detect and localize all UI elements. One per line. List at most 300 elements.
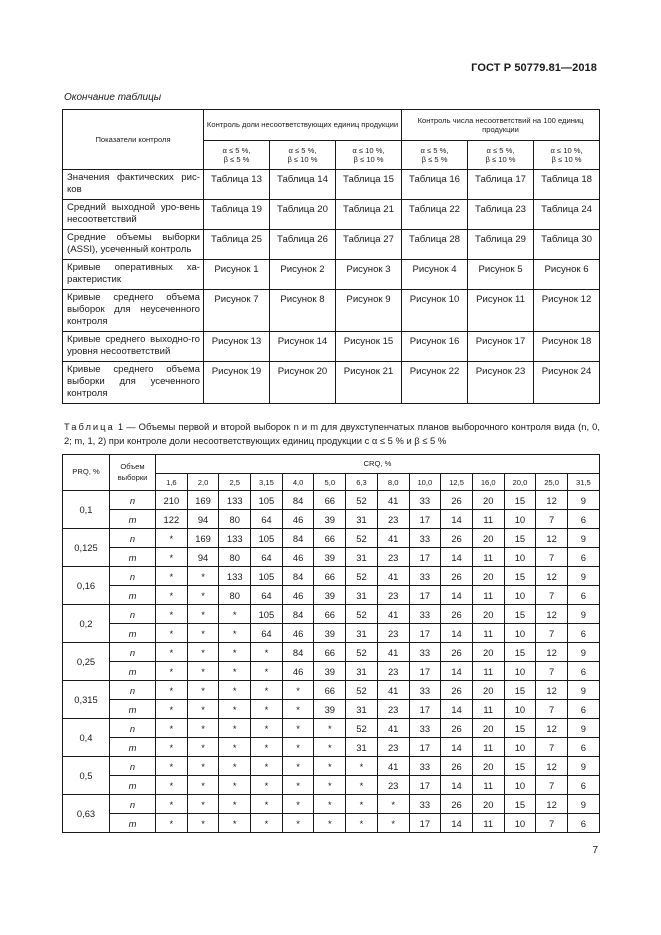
sample-label: m — [110, 624, 156, 643]
sample-size-cell: 31 — [346, 738, 378, 757]
sample-size-cell: 41 — [377, 605, 409, 624]
sample-size-cell: 66 — [314, 491, 346, 510]
sample-size-cell: 10 — [504, 510, 536, 529]
sample-size-cell: 105 — [251, 529, 283, 548]
condition-header — [534, 141, 600, 170]
sample-size-cell: * — [251, 757, 283, 776]
sample-size-cell: 23 — [377, 510, 409, 529]
sample-size-cell: 7 — [536, 662, 568, 681]
sample-size-cell: * — [251, 738, 283, 757]
sample-label: m — [110, 548, 156, 567]
sample-size-cell: 15 — [504, 567, 536, 586]
prq-value: 0,315 — [63, 681, 110, 719]
reference-cell: Таблица 30 — [534, 229, 600, 259]
sample-size-cell: 12 — [536, 719, 568, 738]
sample-label: n — [110, 795, 156, 814]
indicator-label: Значения фактических рис-ков — [63, 170, 204, 200]
table-row — [63, 795, 600, 814]
prq-value: 0,63 — [63, 795, 110, 833]
sample-size-cell: 66 — [314, 643, 346, 662]
reference-cell: Таблица 27 — [336, 229, 402, 259]
sample-size-cell: 33 — [409, 605, 441, 624]
sample-size-cell: 20 — [472, 567, 504, 586]
sample-size-cell: * — [219, 738, 251, 757]
sample-size-cell: * — [187, 662, 219, 681]
prq-value: 0,1 — [63, 491, 110, 529]
sample-size-cell: * — [219, 776, 251, 795]
condition-beta: β ≤ 10 % — [551, 155, 582, 164]
sample-size-cell: 84 — [282, 491, 314, 510]
group-header-nonconformities: Контроль числа несоответствий на 100 единиц продукции — [402, 110, 600, 141]
group-header-defectives: Контроль доли несоответствующих единиц продукции — [204, 110, 402, 141]
sample-size-cell: 7 — [536, 738, 568, 757]
table-row — [63, 700, 600, 719]
sample-size-cell: * — [156, 681, 188, 700]
sample-size-cell: 11 — [472, 548, 504, 567]
sample-size-cell: 41 — [377, 491, 409, 510]
sample-size-cell: 17 — [409, 548, 441, 567]
sample-size-cell: 41 — [377, 567, 409, 586]
sample-size-cell: 15 — [504, 757, 536, 776]
sample-size-cell: 9 — [567, 491, 599, 510]
sample-size-cell: 31 — [346, 510, 378, 529]
sample-size-cell: * — [187, 757, 219, 776]
sample-size-cell: 17 — [409, 662, 441, 681]
sample-size-cell: * — [156, 757, 188, 776]
sample-size-cell: * — [251, 814, 283, 833]
sample-size-cell: 15 — [504, 643, 536, 662]
indicator-label: Кривые среднего объема выборок для неусеченного контроля — [63, 289, 204, 331]
table-caption — [64, 420, 600, 447]
sample-size-cell: 10 — [504, 624, 536, 643]
sample-size-cell: 10 — [504, 700, 536, 719]
sample-size-cell: 31 — [346, 662, 378, 681]
reference-cell: Таблица 23 — [468, 199, 534, 229]
sample-size-cell: 105 — [251, 567, 283, 586]
reference-cell: Рисунок 15 — [336, 331, 402, 361]
sample-size-cell: 84 — [282, 567, 314, 586]
sample-size-cell: 20 — [472, 643, 504, 662]
crq-value: 10,0 — [409, 474, 441, 491]
sample-size-cell: 11 — [472, 776, 504, 795]
sample-size-cell: * — [187, 700, 219, 719]
table-row — [63, 170, 600, 200]
sample-size-cell: 7 — [536, 776, 568, 795]
sample-size-cell: 33 — [409, 567, 441, 586]
sample-size-cell: 6 — [567, 814, 599, 833]
sample-size-cell: 9 — [567, 681, 599, 700]
crq-value: 1,6 — [156, 474, 188, 491]
crq-value: 12,5 — [441, 474, 473, 491]
sample-size-cell: 39 — [314, 662, 346, 681]
sample-size-cell: * — [156, 719, 188, 738]
sample-size-cell: 10 — [504, 814, 536, 833]
table-row — [63, 681, 600, 700]
sample-size-cell: * — [219, 795, 251, 814]
sample-size-cell: * — [187, 738, 219, 757]
sample-size-cell: 11 — [472, 738, 504, 757]
sample-size-cell: * — [282, 814, 314, 833]
sample-size-cell: 14 — [441, 776, 473, 795]
table-row — [63, 776, 600, 795]
reference-cell: Рисунок 12 — [534, 289, 600, 331]
sample-size-cell: * — [346, 776, 378, 795]
reference-cell: Рисунок 3 — [336, 259, 402, 289]
sample-size-cell: 33 — [409, 491, 441, 510]
sample-size-cell: 14 — [441, 624, 473, 643]
sample-size-cell: 14 — [441, 662, 473, 681]
sample-size-cell: * — [219, 605, 251, 624]
sample-size-cell: 94 — [187, 548, 219, 567]
sample-size-cell: * — [219, 624, 251, 643]
table-row — [63, 229, 600, 259]
sample-size-cell: 7 — [536, 586, 568, 605]
sample-size-cell: 17 — [409, 776, 441, 795]
sample-size-cell: 31 — [346, 700, 378, 719]
table-row — [63, 567, 600, 586]
sample-size-cell: 14 — [441, 738, 473, 757]
prq-value: 0,2 — [63, 605, 110, 643]
sample-size-cell: 9 — [567, 605, 599, 624]
sample-size-cell: * — [282, 681, 314, 700]
sample-size-cell: 26 — [441, 795, 473, 814]
sample-size-cell: * — [219, 757, 251, 776]
sample-size-cell: * — [346, 757, 378, 776]
sample-size-cell: 7 — [536, 814, 568, 833]
sample-size-cell: * — [219, 643, 251, 662]
table-row — [63, 548, 600, 567]
table-row — [63, 757, 600, 776]
sample-size-cell: * — [346, 814, 378, 833]
sample-size-cell: 6 — [567, 700, 599, 719]
reference-cell: Таблица 18 — [534, 170, 600, 200]
reference-cell: Рисунок 21 — [336, 361, 402, 403]
sample-size-cell: * — [219, 719, 251, 738]
sample-size-cell: 23 — [377, 548, 409, 567]
sample-size-cell: 64 — [251, 624, 283, 643]
sample-size-cell: * — [314, 719, 346, 738]
sample-size-cell: * — [314, 757, 346, 776]
sample-size-cell: * — [156, 700, 188, 719]
sample-size-cell: * — [314, 738, 346, 757]
reference-cell: Таблица 22 — [402, 199, 468, 229]
sample-label: m — [110, 814, 156, 833]
sample-size-cell: 105 — [251, 605, 283, 624]
table-row — [63, 586, 600, 605]
table-row — [63, 529, 600, 548]
reference-cell: Рисунок 13 — [204, 331, 270, 361]
sample-size-cell: * — [251, 795, 283, 814]
sample-size-cell: 6 — [567, 586, 599, 605]
sample-size-cell: 39 — [314, 510, 346, 529]
sample-size-cell: * — [187, 605, 219, 624]
sample-label: m — [110, 510, 156, 529]
condition-alpha: α ≤ 5 %, — [222, 145, 251, 155]
indicator-label: Средние объемы выборки (ASSI), усеченный контроль — [63, 229, 204, 259]
sample-size-cell: 46 — [282, 586, 314, 605]
reference-cell: Рисунок 5 — [468, 259, 534, 289]
sample-label: n — [110, 719, 156, 738]
sample-size-cell: 10 — [504, 586, 536, 605]
sample-size-cell: * — [187, 624, 219, 643]
sample-size-cell: * — [187, 795, 219, 814]
reference-cell: Рисунок 14 — [270, 331, 336, 361]
crq-value: 5,0 — [314, 474, 346, 491]
reference-cell: Таблица 17 — [468, 170, 534, 200]
sample-size-cell: * — [377, 814, 409, 833]
reference-cell: Рисунок 2 — [270, 259, 336, 289]
sample-size-cell: 11 — [472, 700, 504, 719]
table-row — [63, 662, 600, 681]
sample-size-cell: 6 — [567, 776, 599, 795]
sample-size-cell: 26 — [441, 757, 473, 776]
condition-header — [336, 141, 402, 170]
sample-size-cell: 12 — [536, 757, 568, 776]
sample-size-cell: 41 — [377, 681, 409, 700]
sample-size-cell: 84 — [282, 605, 314, 624]
caption-prefix: Таблица — [64, 421, 115, 432]
reference-cell: Таблица 21 — [336, 199, 402, 229]
sample-size-cell: * — [282, 738, 314, 757]
reference-cell: Рисунок 4 — [402, 259, 468, 289]
reference-table — [62, 109, 600, 404]
sample-size-cell: 7 — [536, 624, 568, 643]
condition-beta: β ≤ 5 % — [421, 155, 448, 164]
sample-size-cell: * — [251, 681, 283, 700]
sample-size-cell: 26 — [441, 491, 473, 510]
sample-size-cell: 39 — [314, 548, 346, 567]
sample-size-cell: 41 — [377, 529, 409, 548]
sample-size-cell: * — [219, 700, 251, 719]
sample-size-cell: * — [346, 795, 378, 814]
reference-cell: Рисунок 11 — [468, 289, 534, 331]
reference-cell: Таблица 24 — [534, 199, 600, 229]
sample-size-cell: * — [377, 795, 409, 814]
crq-value: 25,0 — [536, 474, 568, 491]
sample-size-cell: 14 — [441, 510, 473, 529]
sample-size-cell: 11 — [472, 586, 504, 605]
condition-alpha: α ≤ 5 %, — [486, 145, 515, 155]
sample-size-cell: 12 — [536, 795, 568, 814]
condition-beta: β ≤ 10 % — [485, 155, 516, 164]
sample-size-cell: * — [314, 795, 346, 814]
sample-size-cell: 46 — [282, 548, 314, 567]
sample-size-cell: 15 — [504, 681, 536, 700]
sample-size-cell: 52 — [346, 567, 378, 586]
indicator-label: Кривые среднего объема выборки для усеченного контроля — [63, 361, 204, 403]
sample-size-cell: * — [187, 814, 219, 833]
sample-size-cell: 52 — [346, 719, 378, 738]
prq-value: 0,25 — [63, 643, 110, 681]
sample-size-cell: * — [156, 776, 188, 795]
sample-size-cell: 52 — [346, 491, 378, 510]
caption-text: 1 — Объемы первой и второй выборок n и m для двухступенчатых планов выборочного контроля вида (n, 0, 2; m, 1, 2) при контроле доли несоответствующих единиц продукции с α ≤ 5 % и β ≤ 5 % — [64, 421, 600, 446]
sample-size-cell: 9 — [567, 567, 599, 586]
table-row — [63, 289, 600, 331]
sample-size-cell: 23 — [377, 624, 409, 643]
sample-size-cell: 15 — [504, 795, 536, 814]
condition-header — [204, 141, 270, 170]
sample-size-cell: 12 — [536, 529, 568, 548]
sample-size-cell: 12 — [536, 491, 568, 510]
sample-size-cell: 6 — [567, 624, 599, 643]
sample-size-cell: 133 — [219, 529, 251, 548]
sample-size-cell: 26 — [441, 643, 473, 662]
condition-beta: β ≤ 5 % — [223, 155, 250, 164]
sample-size-table — [62, 454, 600, 833]
sample-size-cell: 23 — [377, 738, 409, 757]
reference-cell: Рисунок 19 — [204, 361, 270, 403]
sample-size-cell: 133 — [219, 491, 251, 510]
sample-size-cell: 169 — [187, 491, 219, 510]
sample-size-cell: * — [187, 776, 219, 795]
sample-size-cell: 12 — [536, 605, 568, 624]
sample-size-cell: 41 — [377, 719, 409, 738]
sample-size-cell: 26 — [441, 605, 473, 624]
sample-size-cell: 66 — [314, 681, 346, 700]
sample-size-cell: * — [282, 795, 314, 814]
prq-value: 0,5 — [63, 757, 110, 795]
sample-size-cell: 31 — [346, 624, 378, 643]
sample-size-cell: 11 — [472, 624, 504, 643]
table-row — [63, 719, 600, 738]
reference-cell: Таблица 15 — [336, 170, 402, 200]
sample-size-cell: 105 — [251, 491, 283, 510]
indicator-header: Показатели контроля — [63, 110, 204, 170]
sample-size-cell: 66 — [314, 605, 346, 624]
sample-size-cell: 20 — [472, 719, 504, 738]
condition-alpha: α ≤ 10 %, — [550, 145, 583, 155]
sample-label: m — [110, 700, 156, 719]
sample-size-cell: 20 — [472, 795, 504, 814]
sample-size-cell: 14 — [441, 814, 473, 833]
sample-size-cell: 10 — [504, 776, 536, 795]
reference-cell: Таблица 16 — [402, 170, 468, 200]
table-row — [63, 331, 600, 361]
sample-size-cell: 6 — [567, 738, 599, 757]
sample-size-cell: * — [156, 738, 188, 757]
sample-size-cell: 23 — [377, 776, 409, 795]
sample-size-cell: 46 — [282, 662, 314, 681]
table-row — [63, 624, 600, 643]
sample-size-cell: 31 — [346, 586, 378, 605]
sample-size-cell: 9 — [567, 643, 599, 662]
sample-size-cell: 12 — [536, 567, 568, 586]
sample-size-cell: 23 — [377, 662, 409, 681]
crq-value: 2,5 — [219, 474, 251, 491]
sample-label: m — [110, 738, 156, 757]
sample-size-cell: 26 — [441, 529, 473, 548]
sample-size-cell: * — [251, 700, 283, 719]
reference-cell: Таблица 26 — [270, 229, 336, 259]
prq-header: PRQ, % — [63, 455, 110, 491]
sample-size-cell: 14 — [441, 548, 473, 567]
sample-size-cell: 6 — [567, 662, 599, 681]
sample-size-cell: * — [219, 662, 251, 681]
condition-alpha: α ≤ 5 %, — [420, 145, 449, 155]
sample-size-cell: * — [219, 814, 251, 833]
reference-cell: Рисунок 7 — [204, 289, 270, 331]
sample-size-cell: 80 — [219, 510, 251, 529]
sample-size-cell: * — [251, 719, 283, 738]
sample-size-cell: 26 — [441, 567, 473, 586]
sample-size-cell: * — [187, 567, 219, 586]
sample-size-cell: 15 — [504, 491, 536, 510]
table-row — [63, 738, 600, 757]
indicator-label: Средний выходной уро-вень несоответствий — [63, 199, 204, 229]
sample-size-cell: * — [156, 624, 188, 643]
sample-size-cell: 39 — [314, 700, 346, 719]
sample-label: n — [110, 681, 156, 700]
sample-size-cell: 23 — [377, 700, 409, 719]
sample-size-cell: 20 — [472, 529, 504, 548]
reference-cell: Таблица 25 — [204, 229, 270, 259]
sample-size-cell: * — [251, 662, 283, 681]
table-row — [63, 259, 600, 289]
sample-size-cell: 133 — [219, 567, 251, 586]
crq-value: 2,0 — [187, 474, 219, 491]
sample-size-cell: * — [251, 776, 283, 795]
sample-size-cell: 9 — [567, 757, 599, 776]
sample-size-cell: 26 — [441, 681, 473, 700]
sample-size-cell: 17 — [409, 738, 441, 757]
sample-size-cell: 64 — [251, 548, 283, 567]
table-row — [63, 814, 600, 833]
condition-alpha: α ≤ 10 %, — [352, 145, 385, 155]
sample-size-cell: 11 — [472, 814, 504, 833]
prq-value: 0,4 — [63, 719, 110, 757]
sample-size-cell: 52 — [346, 605, 378, 624]
sample-size-header: Объем выборки — [110, 455, 156, 491]
sample-size-cell: 9 — [567, 795, 599, 814]
reference-cell: Рисунок 24 — [534, 361, 600, 403]
sample-size-cell: 52 — [346, 681, 378, 700]
condition-alpha: α ≤ 5 %, — [288, 145, 317, 155]
sample-label: m — [110, 776, 156, 795]
sample-label: n — [110, 529, 156, 548]
standard-header: ГОСТ Р 50779.81—2018 — [471, 62, 597, 74]
sample-size-cell: * — [282, 757, 314, 776]
sample-size-cell: * — [156, 567, 188, 586]
table-row — [63, 491, 600, 510]
sample-size-cell: 84 — [282, 529, 314, 548]
table-row — [63, 605, 600, 624]
crq-value: 20,0 — [504, 474, 536, 491]
sample-size-cell: 33 — [409, 529, 441, 548]
reference-cell: Рисунок 17 — [468, 331, 534, 361]
crq-value: 31,5 — [567, 474, 599, 491]
reference-cell: Таблица 19 — [204, 199, 270, 229]
sample-label: n — [110, 757, 156, 776]
sample-size-cell: 66 — [314, 567, 346, 586]
table-row — [63, 510, 600, 529]
reference-cell: Рисунок 22 — [402, 361, 468, 403]
crq-header: CRQ, % — [156, 455, 600, 474]
sample-size-cell: 12 — [536, 681, 568, 700]
table-row — [63, 643, 600, 662]
condition-header — [402, 141, 468, 170]
sample-size-cell: 31 — [346, 548, 378, 567]
sample-size-cell: * — [156, 662, 188, 681]
table-continuation-title: Окончание таблицы — [64, 92, 162, 103]
sample-size-cell: 10 — [504, 548, 536, 567]
sample-size-cell: 210 — [156, 491, 188, 510]
reference-cell: Рисунок 1 — [204, 259, 270, 289]
reference-cell: Рисунок 9 — [336, 289, 402, 331]
sample-size-cell: 46 — [282, 624, 314, 643]
sample-size-cell: 20 — [472, 681, 504, 700]
crq-value: 16,0 — [472, 474, 504, 491]
